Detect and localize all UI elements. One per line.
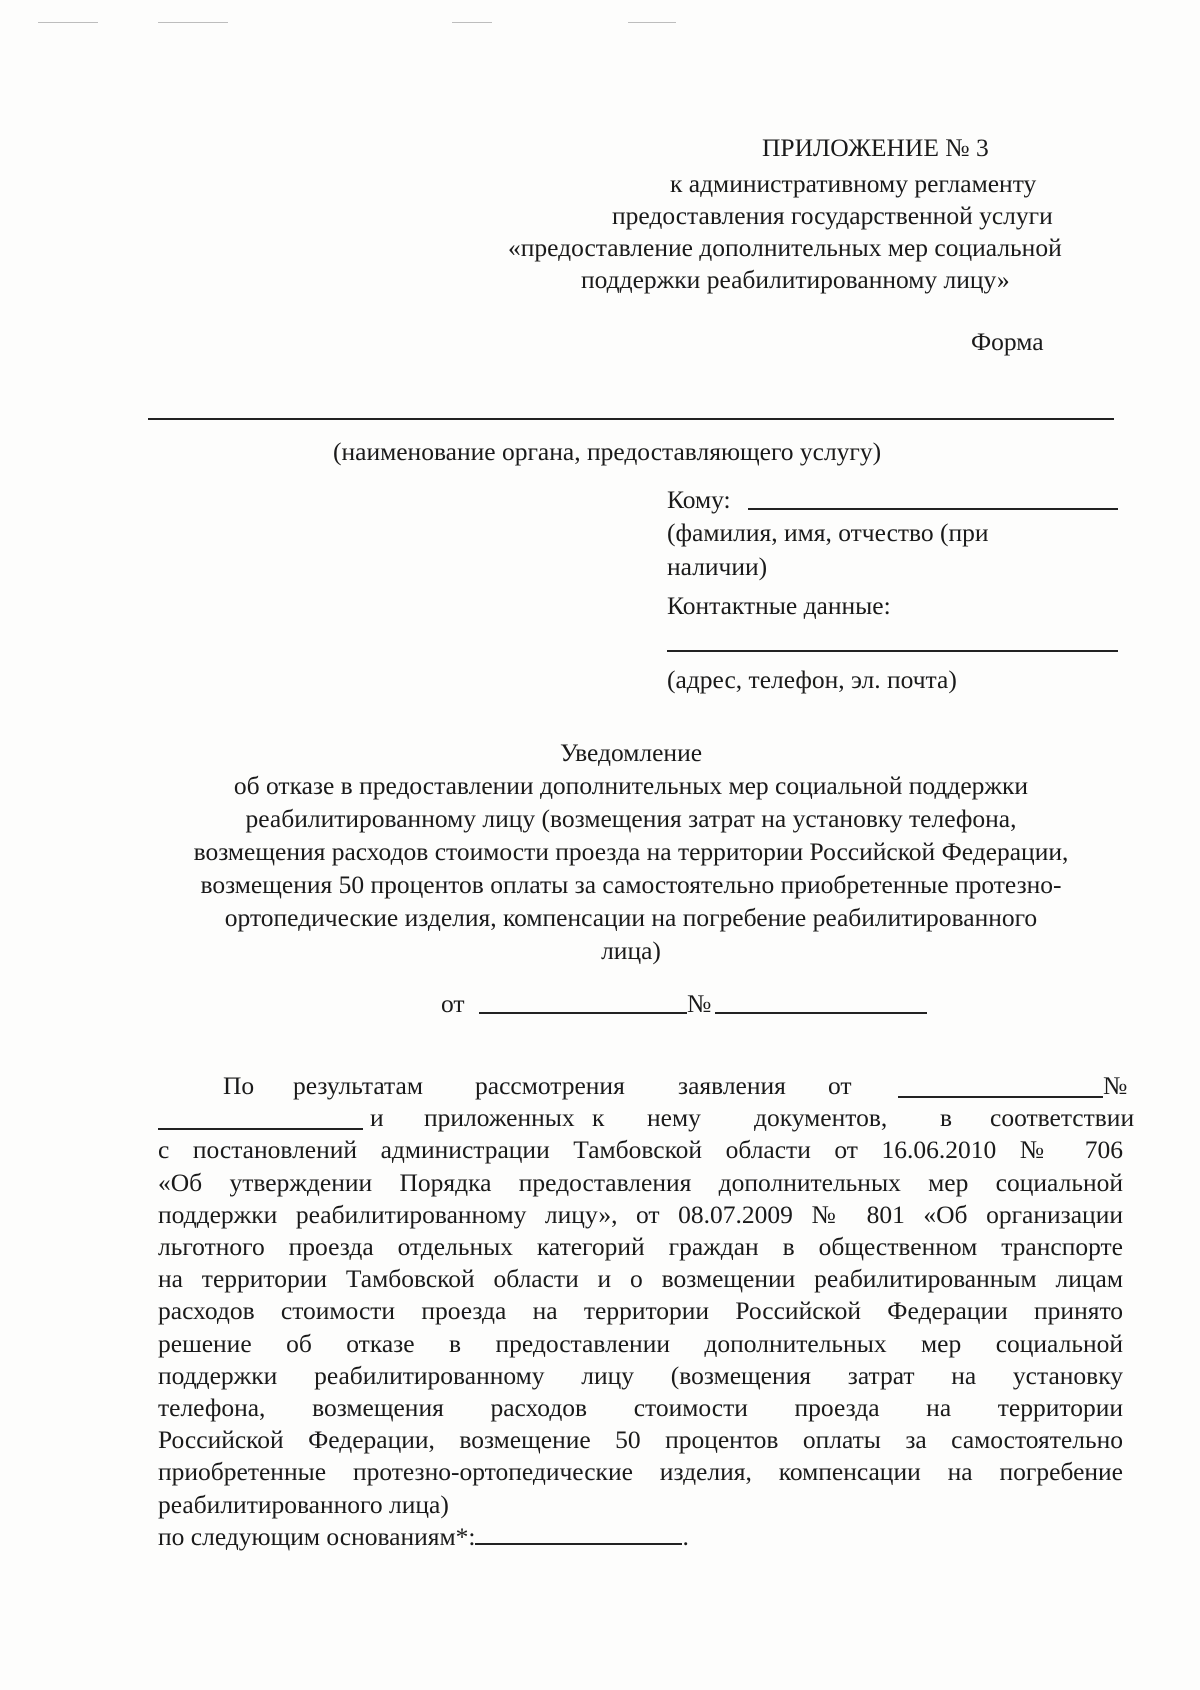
paragraph-line: льготного проезда отдельных категорий граждан в общественном транспорте <box>158 1231 1123 1261</box>
grounds-field-line[interactable] <box>475 1521 682 1545</box>
notice-number-sign: № <box>687 989 712 1018</box>
notice-subtitle-line: об отказе в предоставлении дополнительных мер социальной поддержки <box>233 771 1029 800</box>
notice-subtitle-line: возмещения расходов стоимости проезда на территории Российской Федерации, <box>193 837 1069 866</box>
appendix-title: ПРИЛОЖЕНИЕ № 3 <box>762 133 989 162</box>
paragraph-line: на территории Тамбовской области и о возмещении реабилитированным лицам <box>158 1264 1123 1294</box>
paragraph-line: расходов стоимости проезда на территории Российской Федерации принято <box>158 1296 1123 1326</box>
paragraph-line: Российской Федерации, возмещение 50 процентов оплаты за самостоятельно <box>158 1425 1123 1455</box>
notice-subtitle-line: возмещения 50 процентов оплаты за самостоятельно приобретенные протезно- <box>200 870 1062 899</box>
grounds-label: по следующим основаниям*: <box>158 1521 476 1551</box>
notice-date-line[interactable] <box>479 1012 687 1014</box>
paragraph-last-line: реабилитированного лица) <box>158 1489 449 1519</box>
application-number-line[interactable] <box>158 1106 363 1130</box>
scan-artifact <box>38 22 98 23</box>
paragraph-line: «Об утверждении Порядка предоставления дополнительных мер социальной <box>158 1167 1123 1197</box>
notice-date-prefix: от <box>441 989 465 1018</box>
application-number-sign: № <box>1103 1071 1128 1100</box>
paragraph-line: телефона, возмещения расходов стоимости проезда на территории <box>158 1393 1123 1422</box>
notice-number-line[interactable] <box>715 1012 927 1014</box>
scan-artifact <box>628 22 676 23</box>
recipient-name-line[interactable] <box>748 508 1118 510</box>
contacts-label: Контактные данные: <box>667 591 891 620</box>
paragraph-second-line: и приложенных к нему документов, в соответствии <box>158 1102 1123 1134</box>
application-date-line[interactable] <box>898 1074 1103 1098</box>
notice-subtitle-line: реабилитированному лицу (возмещения затрат на установку телефона, <box>245 804 1017 833</box>
header-line: поддержки реабилитированному лицу» <box>581 265 1010 294</box>
notice-subtitle-line: лица) <box>601 936 661 965</box>
header-line: «предоставление дополнительных мер социальной <box>508 233 1062 262</box>
authority-caption: (наименование органа, предоставляющего услугу) <box>333 437 882 466</box>
contacts-caption: (адрес, телефон, эл. почта) <box>667 665 957 694</box>
paragraph-first-line: По результатам рассмотрения заявления от № <box>158 1070 1123 1102</box>
name-caption-line: наличии) <box>667 552 768 581</box>
paragraph-line: решение об отказе в предоставлении дополнительных мер социальной <box>158 1328 1123 1358</box>
header-line: к административному регламенту <box>670 169 1037 198</box>
scan-artifact <box>452 22 492 23</box>
paragraph-line: с постановлений администрации Тамбовской области от 16.06.2010 № 706 <box>158 1135 1123 1165</box>
notice-heading <box>148 736 1114 967</box>
notice-subtitle-line: ортопедические изделия, компенсации на погребение реабилитированного <box>224 903 1038 932</box>
notice-title: Уведомление <box>559 738 703 767</box>
header-line: предоставления государственной услуги <box>612 201 1053 230</box>
authority-name-line[interactable] <box>148 418 1114 420</box>
name-caption-line: (фамилия, имя, отчество (при <box>667 518 989 547</box>
grounds-line <box>158 1521 1123 1553</box>
scan-artifact <box>158 22 228 23</box>
to-label: Кому: <box>667 485 731 514</box>
paragraph-line: поддержки реабилитированному лицу (возмещения затрат на установку <box>158 1360 1123 1390</box>
paragraph-line: поддержки реабилитированному лицу», от 08.07.2009 № 801 «Об организации <box>158 1199 1123 1229</box>
contacts-line[interactable] <box>667 650 1118 652</box>
form-label: Форма <box>971 327 1044 356</box>
grounds-period: . <box>682 1521 689 1551</box>
paragraph-line: приобретенные протезно-ортопедические изделия, компенсации на погребение <box>158 1457 1123 1487</box>
decision-paragraph <box>158 1070 1135 1553</box>
